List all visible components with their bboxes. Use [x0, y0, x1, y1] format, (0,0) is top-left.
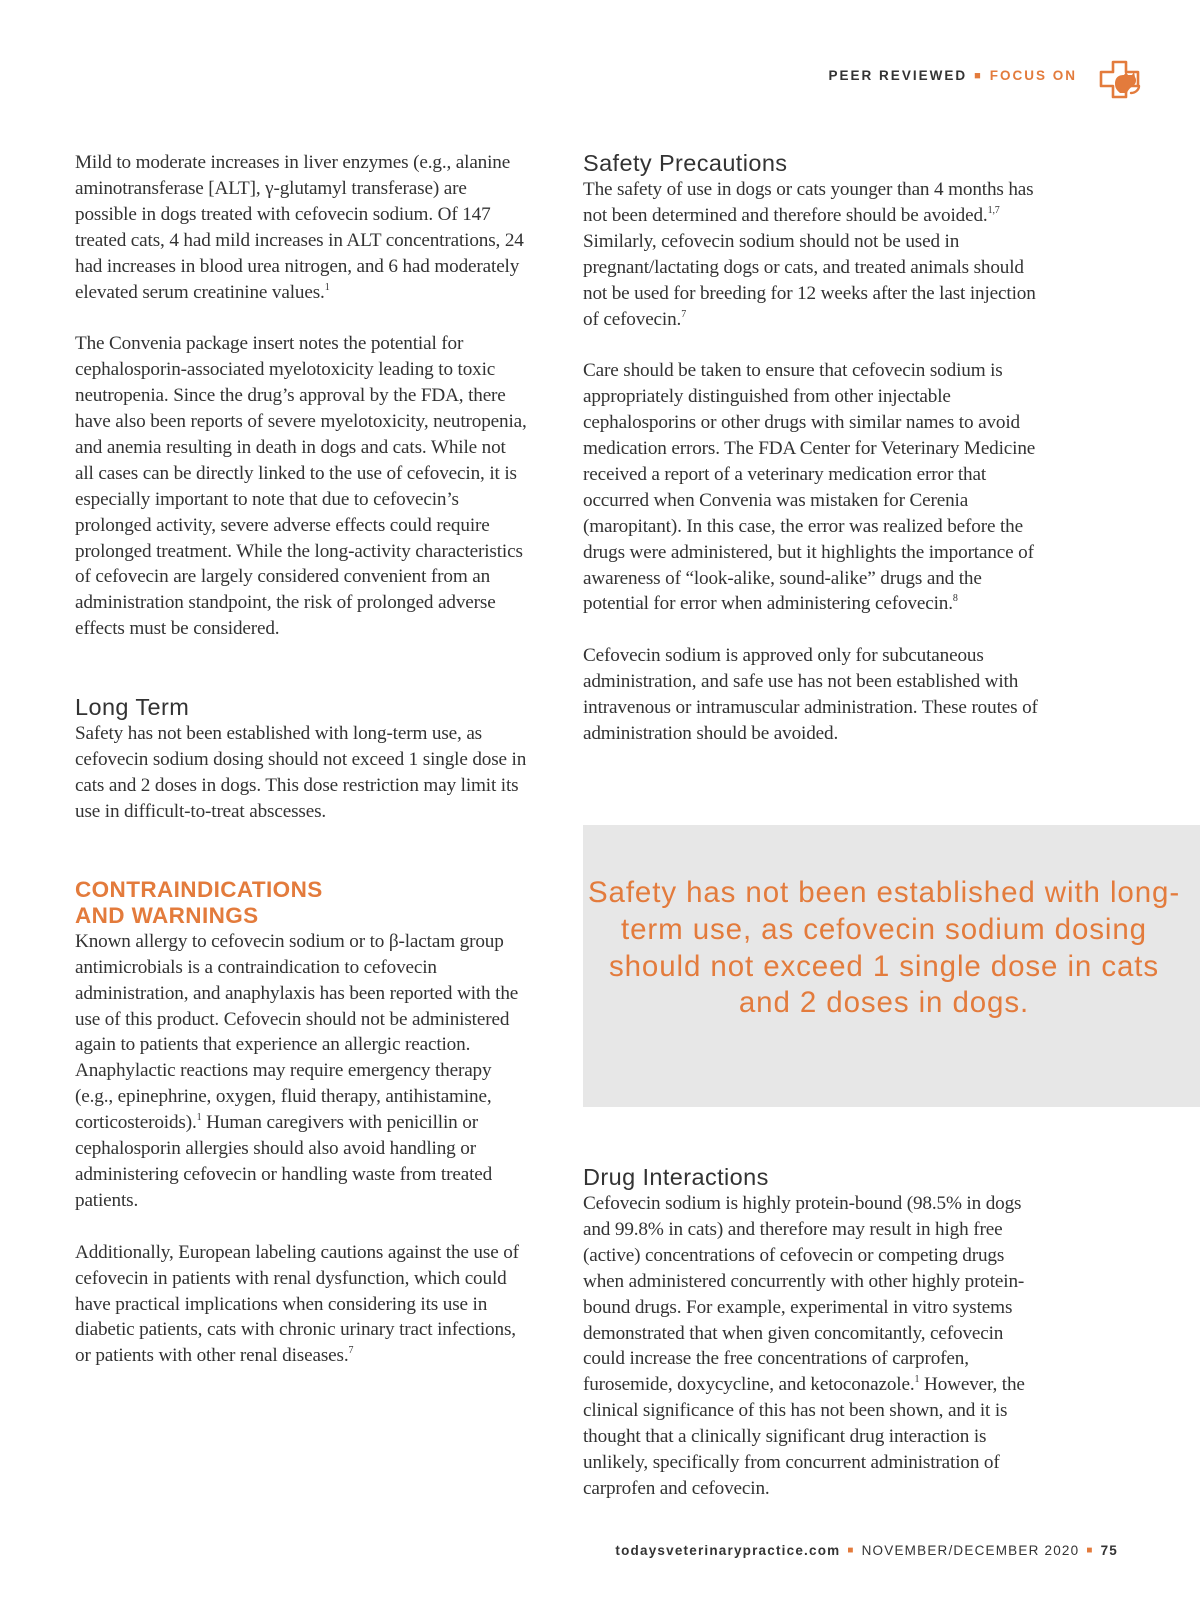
liver-enzymes-paragraph: [75, 150, 527, 305]
renal-paragraph: [75, 1240, 527, 1370]
long-term-paragraph: Safety has not been established with long-term use, as cefovecin sodium dosing should not exceed 1 single dose in cats and 2 doses in dogs. This dose restriction may limit its use in difficult-to-treat abscesses.: [75, 723, 527, 822]
header-separator: ■: [974, 70, 983, 82]
peer-reviewed-label: PEER REVIEWED: [828, 68, 968, 83]
drug-interactions-text-a: Cefovecin sodium is highly protein-bound (98.5% in dogs and 99.8% in cats) and therefore may result in high free (active) concentrations of cefovecin or competing drugs when administered concurrently with other highly protein-bound drugs. For example, experimental in vitro systems demonstrated that when given concomitantly, cefovecin could increase the free concentrations of carprofen, furosemide, doxycycline, and ketoconazole.: [583, 1193, 1025, 1396]
reference-marker: 1: [196, 1112, 202, 1124]
long-term-heading: Long Term: [75, 694, 190, 721]
left-column: [75, 150, 527, 1369]
safety-precautions-heading: Safety Precautions: [583, 150, 788, 176]
safety-text-a: The safety of use in dogs or cats younger than 4 months has not been determined and therefore should be avoided.: [583, 179, 1034, 226]
reference-marker: 1,7: [987, 204, 1000, 216]
safety-text-b: Similarly, cefovecin sodium should not be used in pregnant/lactating dogs or cats, and treated animals should not be used for breeding for 12 weeks after the last injection of cefovecin.: [583, 230, 1036, 330]
reference-marker: 7: [348, 1345, 354, 1357]
issue-label: NOVEMBER/DECEMBER 2020: [861, 1543, 1080, 1558]
page-footer: [615, 1543, 1118, 1558]
focus-on-label: FOCUS ON: [989, 68, 1077, 83]
page-header: [0, 60, 1200, 100]
renal-text: Additionally, European labeling cautions against the use of cefovecin in patients with renal dysfunction, which could have practical implications when considering its use in diabetic patients, cats with chronic urinary tract infections, or patients with other renal diseases.: [75, 1241, 519, 1367]
section-label: [829, 68, 1077, 83]
footer-separator: ■: [847, 1545, 855, 1556]
contraindications-text-a: Known allergy to cefovecin sodium or to β-lactam group antimicrobials is a contraindication to cefovecin administration, and anaphylaxis has been reported with the use of this product. Cefovecin should not be administered again to patients that experience an allergic reaction. Anaphylactic reactions may require emergency therapy (e.g., epinephrine, oxygen, fluid therapy, antihistamine, corticosteroids).: [75, 930, 519, 1134]
medication-error-paragraph: [583, 358, 1038, 617]
myelotoxicity-paragraph: The Convenia package insert notes the potential for cephalosporin-associated myelotoxicity leading to toxic neutropenia. Since the drug’s approval by the FDA, there have also been reports of severe myelotoxicity, neutropenia, and anemia resulting in death in dogs and cats. While not all cases can be directly linked to the use of cefovecin, it is especially important to note that due to cefovecin’s prolonged activity, severe adverse effects could require prolonged treatment. While the long-activity characteristics of cefovecin are largely considered convenient from an administration standpoint, the risk of prolonged adverse effects must be considered.: [75, 333, 527, 640]
drug-interactions-text-b: However, the clinical significance of this has not been shown, and it is thought that a clinically significant drug interaction is unlikely, specifically from concurrent administration of carprofen and cefovecin.: [583, 1374, 1025, 1499]
footer-separator-2: ■: [1086, 1545, 1094, 1556]
reference-marker: 8: [952, 593, 958, 605]
medication-error-text: Care should be taken to ensure that cefovecin sodium is appropriately distinguished from other injectable cephalosporins or other drugs with similar names to avoid medication errors. The FDA Center for Veterinary Medicine received a report of a veterinary medication error that occurred when Convenia was mistaken for Cerenia (maropitant). In this case, the error was realized before the drugs were administered, but it highlights the importance of awareness of “look-alike, sound-alike” drugs and the potential for error when administering cefovecin.: [583, 360, 1036, 615]
contraindications-heading: [75, 877, 527, 929]
cross-with-pet-icon: [1098, 60, 1144, 100]
reference-marker: 7: [681, 308, 687, 320]
contraindications-heading-line2: AND WARNINGS: [75, 902, 259, 928]
reference-marker: 1: [914, 1374, 920, 1386]
liver-enzymes-text: Mild to moderate increases in liver enzymes (e.g., alanine aminotransferase [ALT], γ-glutamyl transferase) are possible in dogs treated with cefovecin sodium. Of 147 treated cats, 4 had mild increases in ALT concentrations, 24 had increases in blood urea nitrogen, and 6 had moderately elevated serum creatinine values.: [75, 152, 524, 303]
drug-interactions-paragraph: [583, 1191, 1038, 1502]
contraindications-paragraph: [75, 929, 527, 1214]
drug-interactions-heading: Drug Interactions: [583, 1164, 769, 1190]
reference-marker: 1: [324, 281, 330, 293]
right-column: [583, 150, 1038, 747]
page-number: 75: [1100, 1543, 1118, 1558]
pull-quote-box: [583, 825, 1200, 1107]
safety-paragraph: [583, 177, 1038, 332]
pull-quote-text: Safety has not been established with long-term use, as cefovecin sodium dosing should not exceed 1 single dose in cats and 2 doses in dogs.: [587, 876, 1181, 1020]
drug-interactions-section: [583, 1164, 1038, 1502]
subcutaneous-paragraph: Cefovecin sodium is approved only for subcutaneous administration, and safe use has not been established with intravenous or intramuscular administration. These routes of administration should be avoided.: [583, 645, 1038, 744]
contraindications-heading-line1: CONTRAINDICATIONS: [75, 876, 323, 902]
contraindications-text-b: Human caregivers with penicillin or cephalosporin allergies should also avoid handling or administering cefovecin or handling waste from treated patients.: [75, 1112, 493, 1211]
website-link[interactable]: todaysveterinarypractice.com: [615, 1543, 841, 1558]
